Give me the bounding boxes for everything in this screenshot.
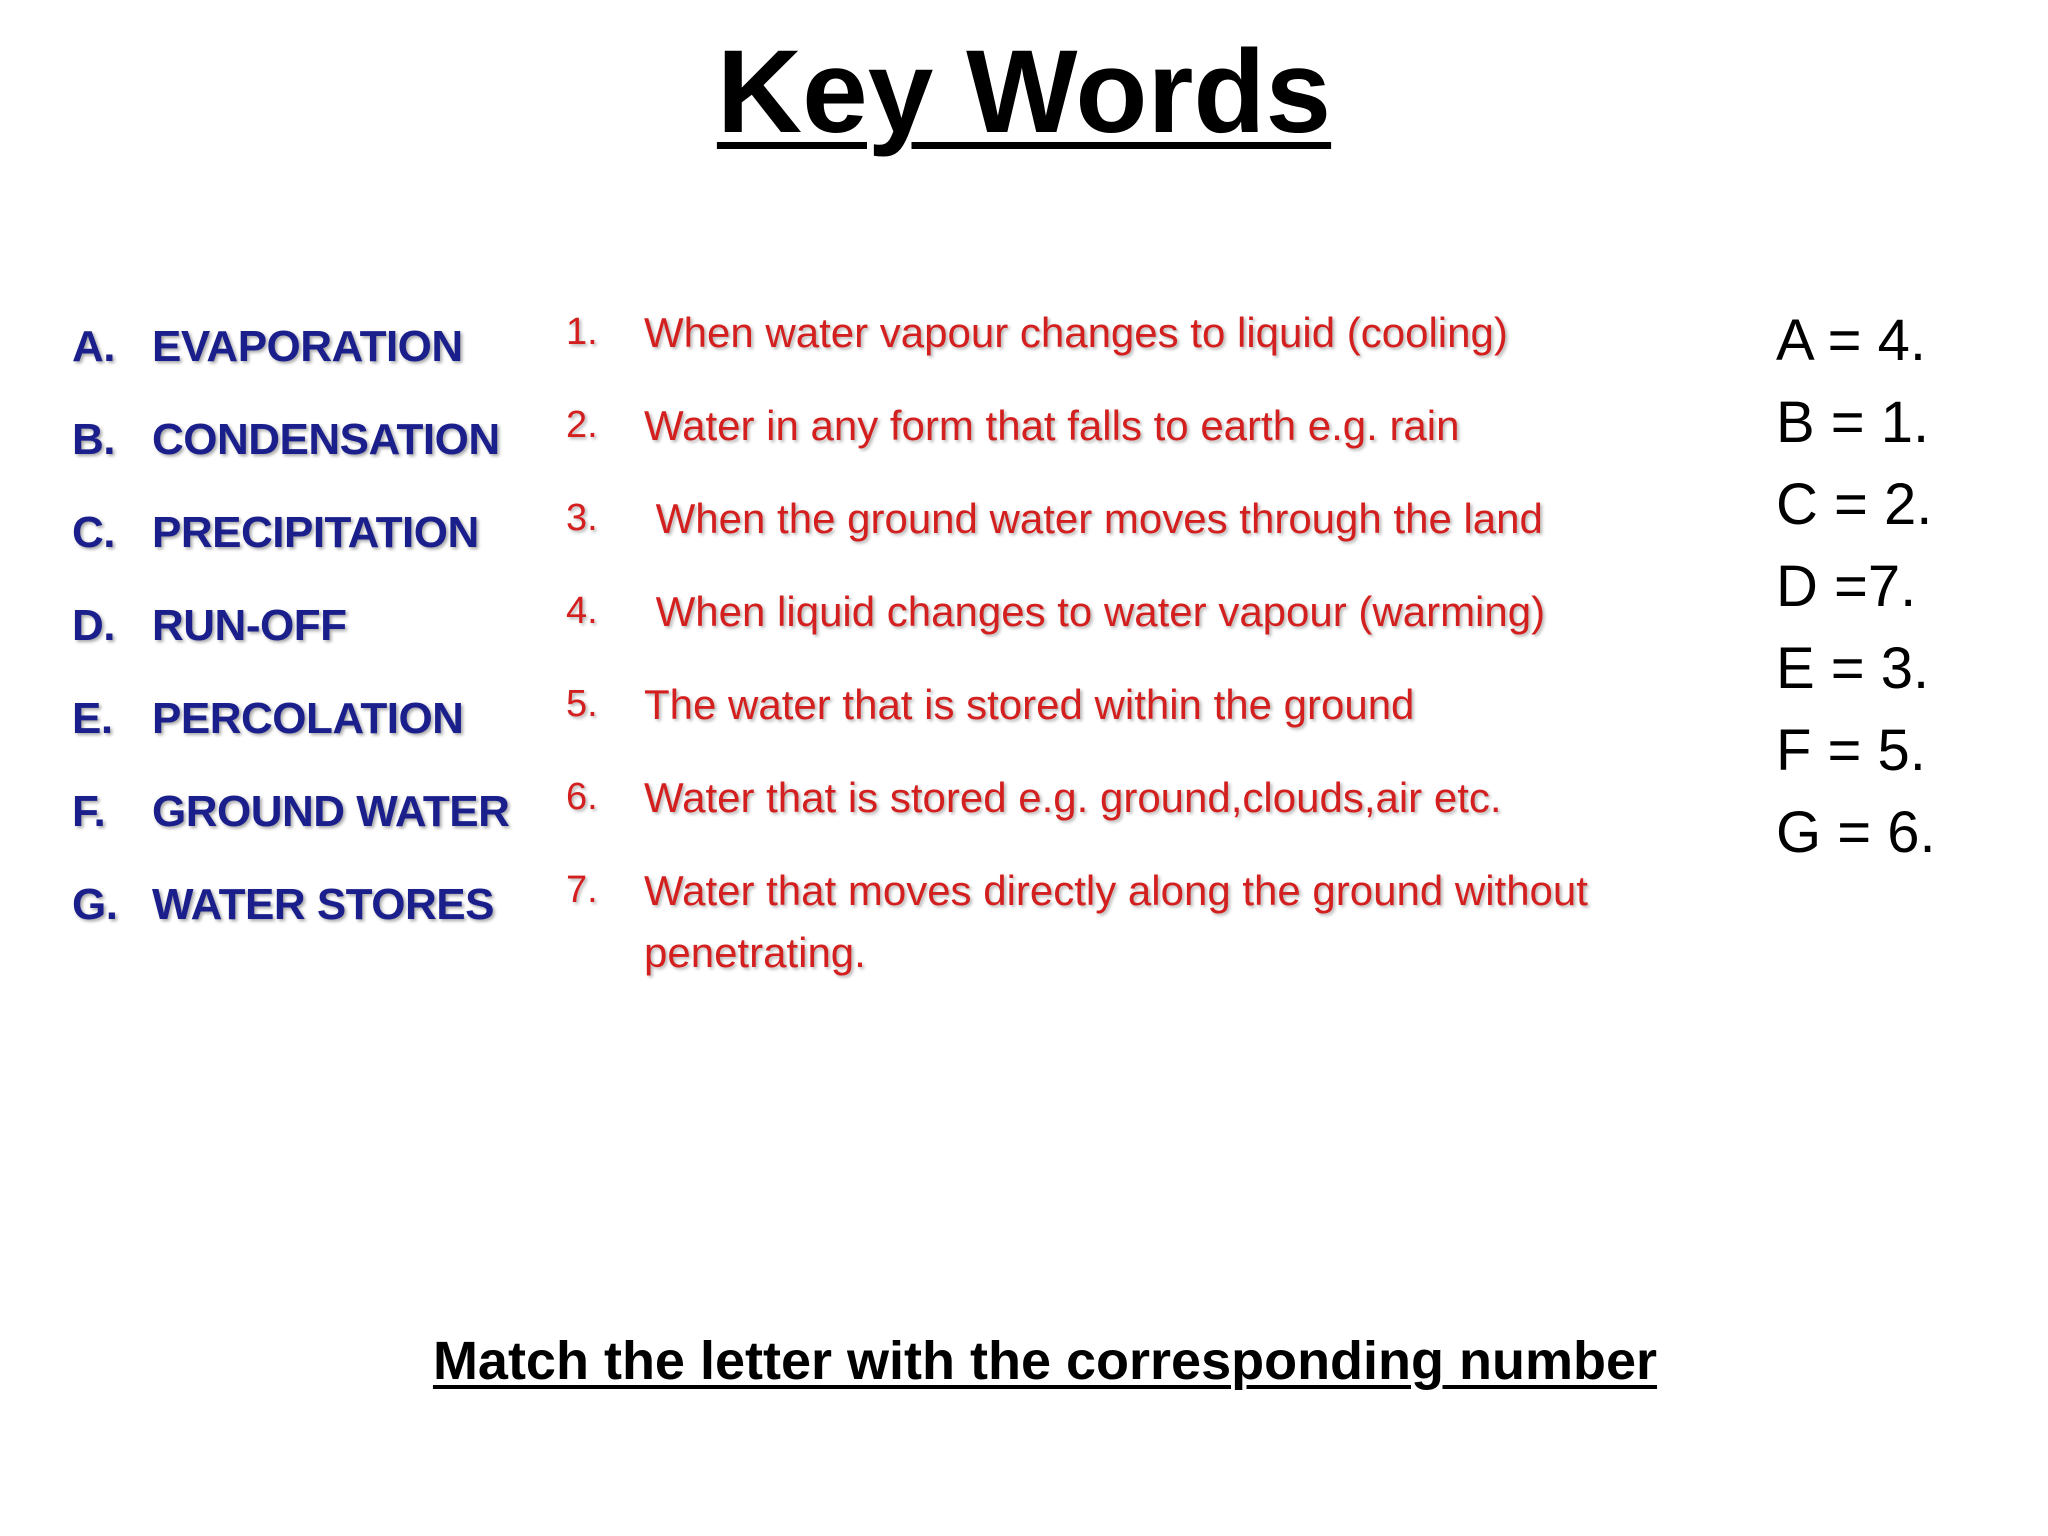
answer-item: F = 5. xyxy=(1776,718,1926,783)
definition-text: Water in any form that falls to earth e.g. rain xyxy=(644,402,1460,449)
definition-text: Water that moves directly along the ground without penetrating. xyxy=(644,867,1588,977)
key-word-text: RUN-OFF xyxy=(152,601,347,650)
key-word-item xyxy=(72,415,509,508)
key-word-letter: A. xyxy=(72,322,115,371)
definition-text: Water that is stored e.g. ground,clouds,air etc. xyxy=(644,774,1502,821)
answer-item: B = 1. xyxy=(1776,390,1930,455)
key-word-text: EVAPORATION xyxy=(152,322,463,371)
answer-item: C = 2. xyxy=(1776,472,1933,537)
definition-item xyxy=(566,767,1716,860)
key-word-item xyxy=(72,787,509,880)
definition-item xyxy=(566,860,1716,984)
key-word-text: PERCOLATION xyxy=(152,694,464,743)
definition-number: 7. xyxy=(566,869,598,911)
answer-item: E = 3. xyxy=(1776,636,1930,701)
key-word-letter: F. xyxy=(72,787,106,836)
definition-item xyxy=(566,488,1716,581)
key-word-letter: G. xyxy=(72,880,118,929)
answer-item: A = 4. xyxy=(1776,308,1926,373)
key-word-item xyxy=(72,322,509,415)
key-word-letter: E. xyxy=(72,694,113,743)
key-word-letter: C. xyxy=(72,508,115,557)
definition-item xyxy=(566,674,1716,767)
definition-text: The water that is stored within the ground xyxy=(644,681,1415,728)
slide-title xyxy=(0,28,2048,158)
definition-number: 6. xyxy=(566,776,598,818)
definition-text: When the ground water moves through the land xyxy=(644,495,1543,542)
instruction-text: Match the letter with the corresponding number xyxy=(432,1331,1658,1391)
definition-item xyxy=(566,302,1716,395)
key-word-text: PRECIPITATION xyxy=(152,508,479,557)
key-word-letter: B. xyxy=(72,415,115,464)
definition-text: When water vapour changes to liquid (cooling) xyxy=(644,309,1508,356)
key-words-list xyxy=(72,322,509,973)
definition-number: 3. xyxy=(566,497,598,539)
definitions-list xyxy=(566,302,1716,984)
instruction xyxy=(0,1330,2048,1392)
definition-number: 4. xyxy=(566,590,598,632)
definition-text: When liquid changes to water vapour (warming) xyxy=(644,588,1546,635)
definition-number: 1. xyxy=(566,311,598,353)
key-word-text: WATER STORES xyxy=(152,880,494,929)
answer-item: D =7. xyxy=(1776,554,1917,619)
key-word-letter: D. xyxy=(72,601,115,650)
definition-item xyxy=(566,581,1716,674)
definition-number: 2. xyxy=(566,404,598,446)
key-word-item xyxy=(72,601,509,694)
key-word-item xyxy=(72,694,509,787)
answer-item: G = 6. xyxy=(1776,800,1936,865)
answers-list xyxy=(1776,300,1936,874)
definition-number: 5. xyxy=(566,683,598,725)
definition-item xyxy=(566,395,1716,488)
key-word-item xyxy=(72,508,509,601)
key-word-text: CONDENSATION xyxy=(152,415,500,464)
key-word-item xyxy=(72,880,509,973)
slide-title-text: Key Words xyxy=(716,26,1332,158)
key-word-text: GROUND WATER xyxy=(152,787,510,836)
